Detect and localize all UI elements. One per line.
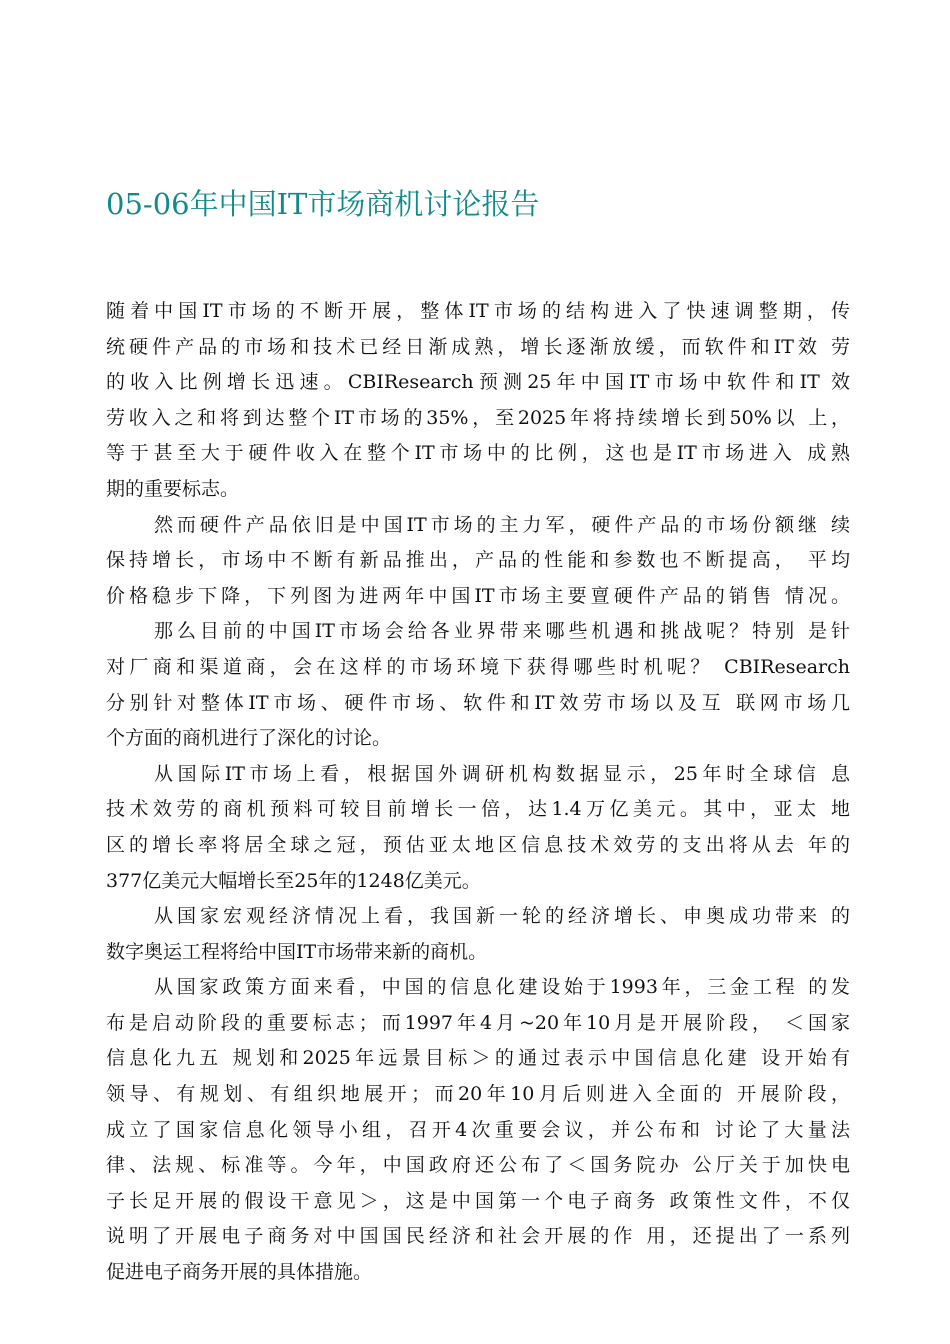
text-line: 价格稳步下降，下列图为进两年中国IT市场主要亶硬件产品的销售 情况。 xyxy=(106,584,850,607)
text-line: 统硬件产品的市场和技术已经日渐成熟，增长逐渐放缓，而软件和IT效 劳 xyxy=(106,335,850,358)
text-line: 377亿美元大幅增长至25年的1248亿美元。 xyxy=(106,869,481,892)
text-line: 信息化九五 规划和2025年远景目标＞的通过表示中国信息化建 设开始有 xyxy=(106,1047,850,1070)
paragraph-2 xyxy=(106,508,850,615)
text-line: 领导、有规划、有组织地展开；而20年10月后则进入全面的 开展阶段， xyxy=(106,1083,850,1106)
text-line: 促进电子商务开展的具体措施。 xyxy=(106,1261,373,1284)
paragraph-1 xyxy=(106,294,850,508)
paragraph-3 xyxy=(106,614,850,756)
document-body xyxy=(106,294,850,1291)
text-line: 等于甚至大于硬件收入在整个IT市场中的比例，这也是IT市场进入 成熟 xyxy=(106,442,850,465)
text-line: 布是启动阶段的重要标志；而1997年4月~20年10月是开展阶段， ＜国家 xyxy=(106,1011,850,1034)
text-line: 的收入比例增长迅速。CBIResearch预测25年中国IT市场中软件和IT 效 xyxy=(106,371,850,394)
text-line: 对厂商和渠道商，会在这样的市场环境下获得哪些时机呢？ CBIResearch xyxy=(106,655,850,678)
text-line: 随着中国IT市场的不断开展，整体IT市场的结构进入了快速调整期，传 xyxy=(106,300,850,322)
text-line: 从国际IT市场上看，根据国外调研机构数据显示，25年时全球信 息 xyxy=(154,762,850,785)
text-line: 区的增长率将居全球之冠，预估亚太地区信息技术效劳的支出将从去 年的 xyxy=(106,833,850,856)
document-title: 05-06年中国IT市场商机讨论报告 xyxy=(106,187,540,221)
text-line: 期的重要标志。 xyxy=(106,477,240,500)
text-line: 数字奥运工程将给中国IT市场带来新的商机。 xyxy=(106,940,488,963)
text-line: 保持增长，市场中不断有新品推出，产品的性能和参数也不断提高， 平均 xyxy=(106,549,850,572)
text-line: 从国家政策方面来看，中国的信息化建设始于1993年，三金工程 的发 xyxy=(154,976,850,999)
text-line: 成立了国家信息化领导小组，召开4次重要会议，并公布和 讨论了大量法 xyxy=(106,1118,850,1141)
text-line: 分别针对整体IT市场、硬件市场、软件和IT效劳市场以及互 联网市场几 xyxy=(106,691,850,714)
text-line: 然而硬件产品依旧是中国IT市场的主力军，硬件产品的市场份额继 续 xyxy=(154,513,850,536)
text-line: 子长足开展的假设干意见＞，这是中国第一个电子商务 政策性文件，不仅 xyxy=(106,1189,850,1212)
text-line: 从国家宏观经济情况上看，我国新一轮的经济增长、申奥成功带来 的 xyxy=(154,905,850,928)
text-line: 那么目前的中国IT市场会给各业界带来哪些机遇和挑战呢？特别 是针 xyxy=(154,620,850,643)
paragraph-5 xyxy=(106,899,850,970)
paragraph-6 xyxy=(106,970,850,1290)
text-line: 说明了开展电子商务对中国国民经济和社会开展的作 用，还提出了一系列 xyxy=(106,1225,850,1248)
text-line: 个方面的商机进行了深化的讨论。 xyxy=(106,727,392,750)
text-line: 劳收入之和将到达整个IT市场的35%，至2025年将持续增长到50%以 上， xyxy=(106,406,850,429)
text-line: 律、法规、标准等。今年，中国政府还公布了＜国务院办 公厅关于加快电 xyxy=(106,1154,850,1177)
paragraph-4 xyxy=(106,757,850,899)
text-line: 技术效劳的商机预料可较目前增长一倍，达1.4万亿美元。其中，亚太 地 xyxy=(106,798,850,821)
